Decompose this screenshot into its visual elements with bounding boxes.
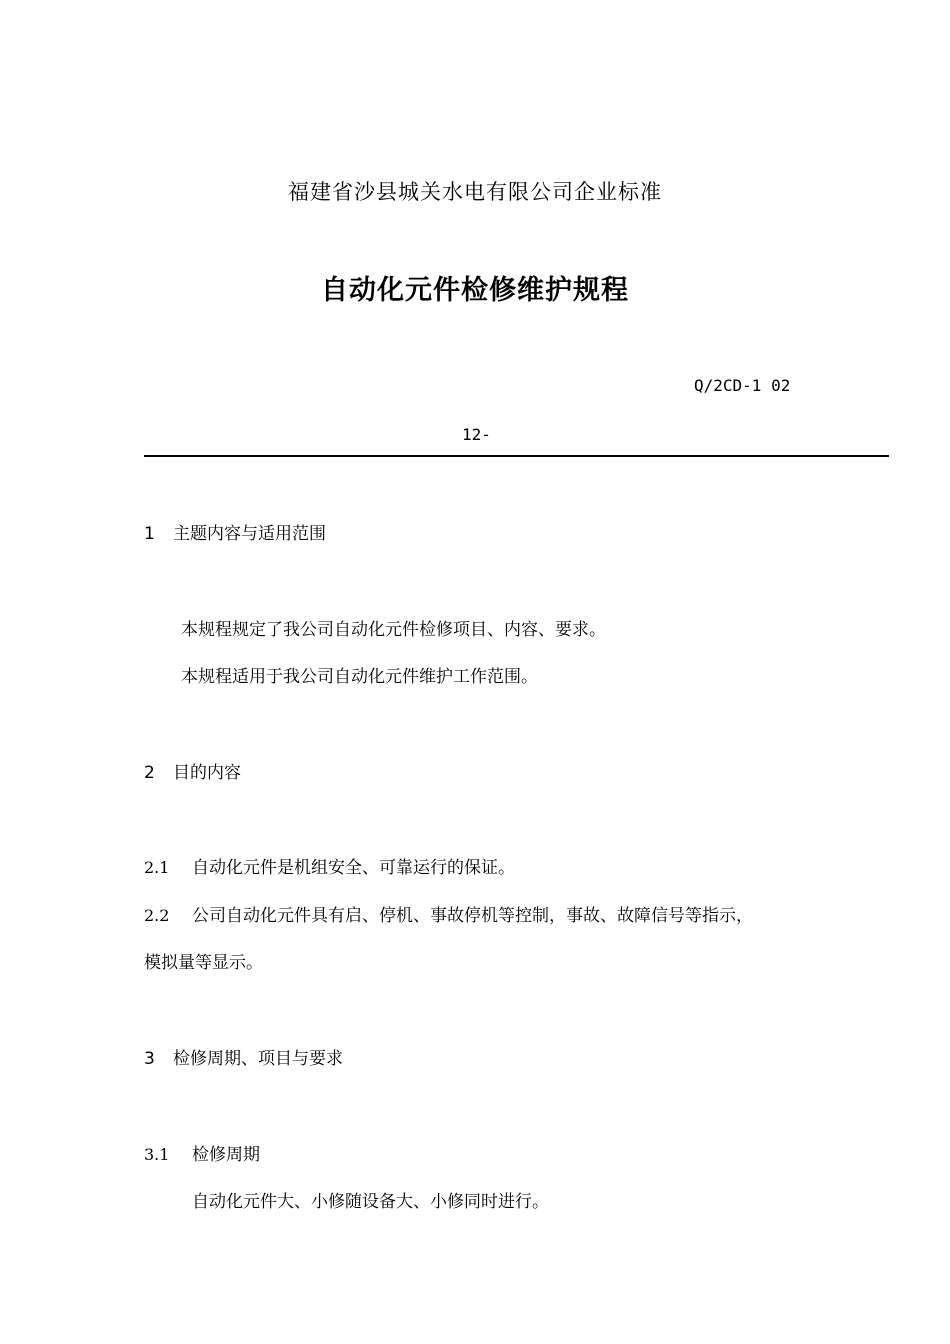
item-3-1 bbox=[144, 1140, 260, 1165]
item-text: 公司自动化元件具有启、停机、事故停机等控制，事故、故障信号等指示， bbox=[192, 906, 753, 926]
section-1-paragraph-1: 本规程规定了我公司自动化元件检修项目、内容、要求。 bbox=[181, 620, 606, 640]
section-number: 3 bbox=[144, 1049, 155, 1069]
item-number: 3.1 bbox=[144, 1145, 170, 1164]
section-number: 1 bbox=[144, 524, 155, 544]
section-title: 主题内容与适用范围 bbox=[173, 524, 326, 544]
section-3-heading bbox=[144, 1044, 343, 1069]
item-2-1 bbox=[144, 853, 515, 878]
section-title: 检修周期、项目与要求 bbox=[173, 1049, 343, 1069]
section-title: 目的内容 bbox=[173, 763, 241, 783]
page-number: 12- bbox=[462, 425, 491, 444]
item-2-2 bbox=[144, 901, 753, 926]
standard-code: Q/2CD-1 02 bbox=[694, 376, 791, 395]
item-number: 2.2 bbox=[144, 906, 170, 925]
item-3-1-text: 自动化元件大、小修随设备大、小修同时进行。 bbox=[192, 1192, 549, 1212]
section-1-heading bbox=[144, 519, 326, 544]
organization-name: 福建省沙县城关水电有限公司企业标准 bbox=[288, 180, 662, 204]
section-number: 2 bbox=[144, 763, 155, 783]
header-divider bbox=[144, 455, 889, 457]
item-text: 自动化元件是机组安全、可靠运行的保证。 bbox=[192, 858, 515, 878]
section-1-paragraph-2: 本规程适用于我公司自动化元件维护工作范围。 bbox=[181, 667, 538, 687]
item-title: 检修周期 bbox=[192, 1145, 260, 1165]
item-number: 2.1 bbox=[144, 858, 170, 877]
item-2-2-continuation: 模拟量等显示。 bbox=[144, 953, 263, 973]
section-2-heading bbox=[144, 758, 241, 783]
document-title: 自动化元件检修维护规程 bbox=[321, 275, 629, 306]
